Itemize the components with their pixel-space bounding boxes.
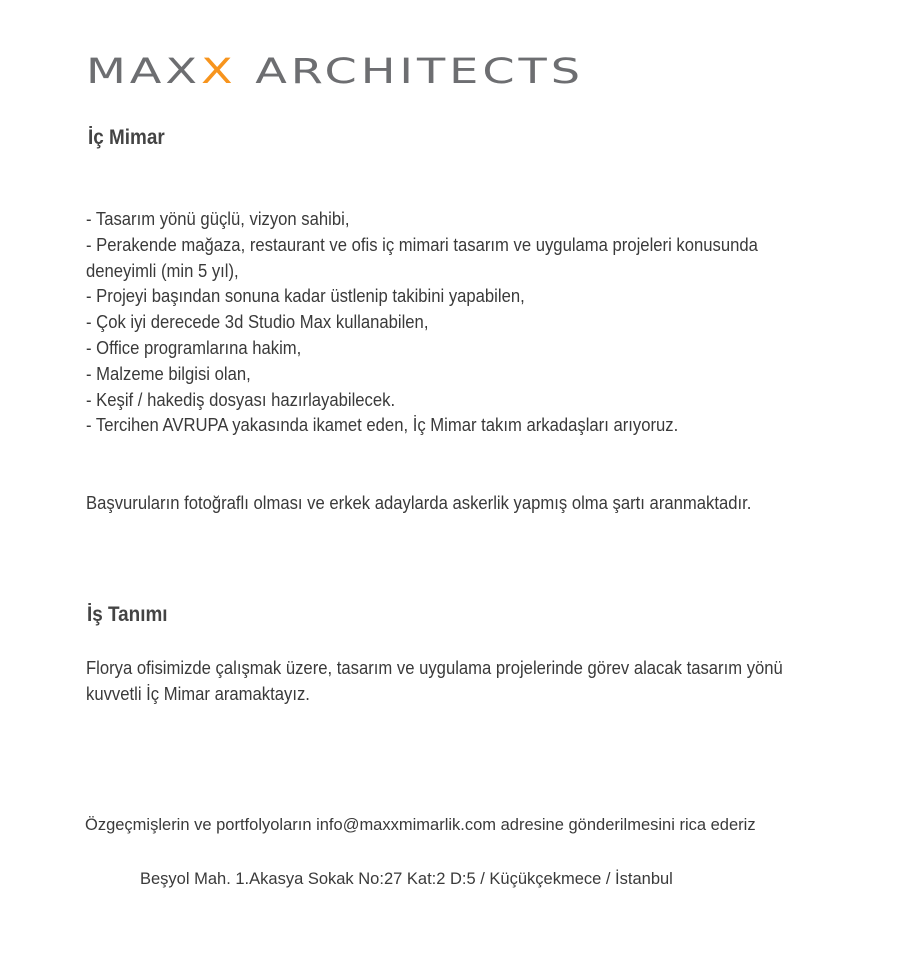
- logo-text-accent-x: X: [200, 52, 228, 86]
- company-logo: [86, 52, 586, 86]
- job-description-text: Florya ofisimizde çalışmak üzere, tasarım ve uygulama projelerinde görev alacak tasarım yönü kuvvetli İç Mimar aramaktayız.: [86, 657, 783, 704]
- requirement-item: - Malzeme bilgisi olan,: [86, 362, 251, 384]
- requirement-item: - Projeyi başından sonuna kadar üstlenip takibini yapabilen,: [86, 285, 525, 307]
- requirement-item: - Office programlarına hakim,: [86, 336, 302, 358]
- application-note: Başvuruların fotoğraflı olması ve erkek adaylarda askerlik yapmış olma şartı aranmaktadır.: [86, 492, 752, 513]
- requirement-item: - Tercihen AVRUPA yakasında ikamet eden, İç Mimar takım arkadaşları arıyoruz.: [86, 414, 679, 436]
- requirement-item: - Çok iyi derecede 3d Studio Max kullanabilen,: [86, 311, 429, 333]
- logo-wordmark: [86, 52, 584, 86]
- logo-text-max: MAX: [86, 52, 174, 86]
- job-description-heading: İş Tanımı: [87, 603, 168, 626]
- requirement-item: - Tasarım yönü güçlü, vizyon sahibi,: [86, 208, 350, 229]
- requirement-item: - Keşif / hakediş dosyası hazırlayabilecek.: [86, 388, 396, 410]
- requirement-item: - Perakende mağaza, restaurant ve ofis iç mimari tasarım ve uygulama projeleri konusunda deneyimli (min 5 yıl),: [86, 233, 758, 281]
- contact-line: Özgeçmişlerin ve portfolyoların info@maxxmimarlik.com adresine gönderilmesini rica ederiz: [85, 816, 756, 834]
- address-line: Beşyol Mah. 1.Akasya Sokak No:27 Kat:2 D:5 / Küçükçekmece / İstanbul: [140, 870, 673, 888]
- role-title: İç Mimar: [88, 126, 165, 149]
- requirements-list: [86, 206, 806, 438]
- logo-text-architects: ARCHITECTS: [236, 52, 500, 86]
- company-logo-graphic: [86, 52, 586, 86]
